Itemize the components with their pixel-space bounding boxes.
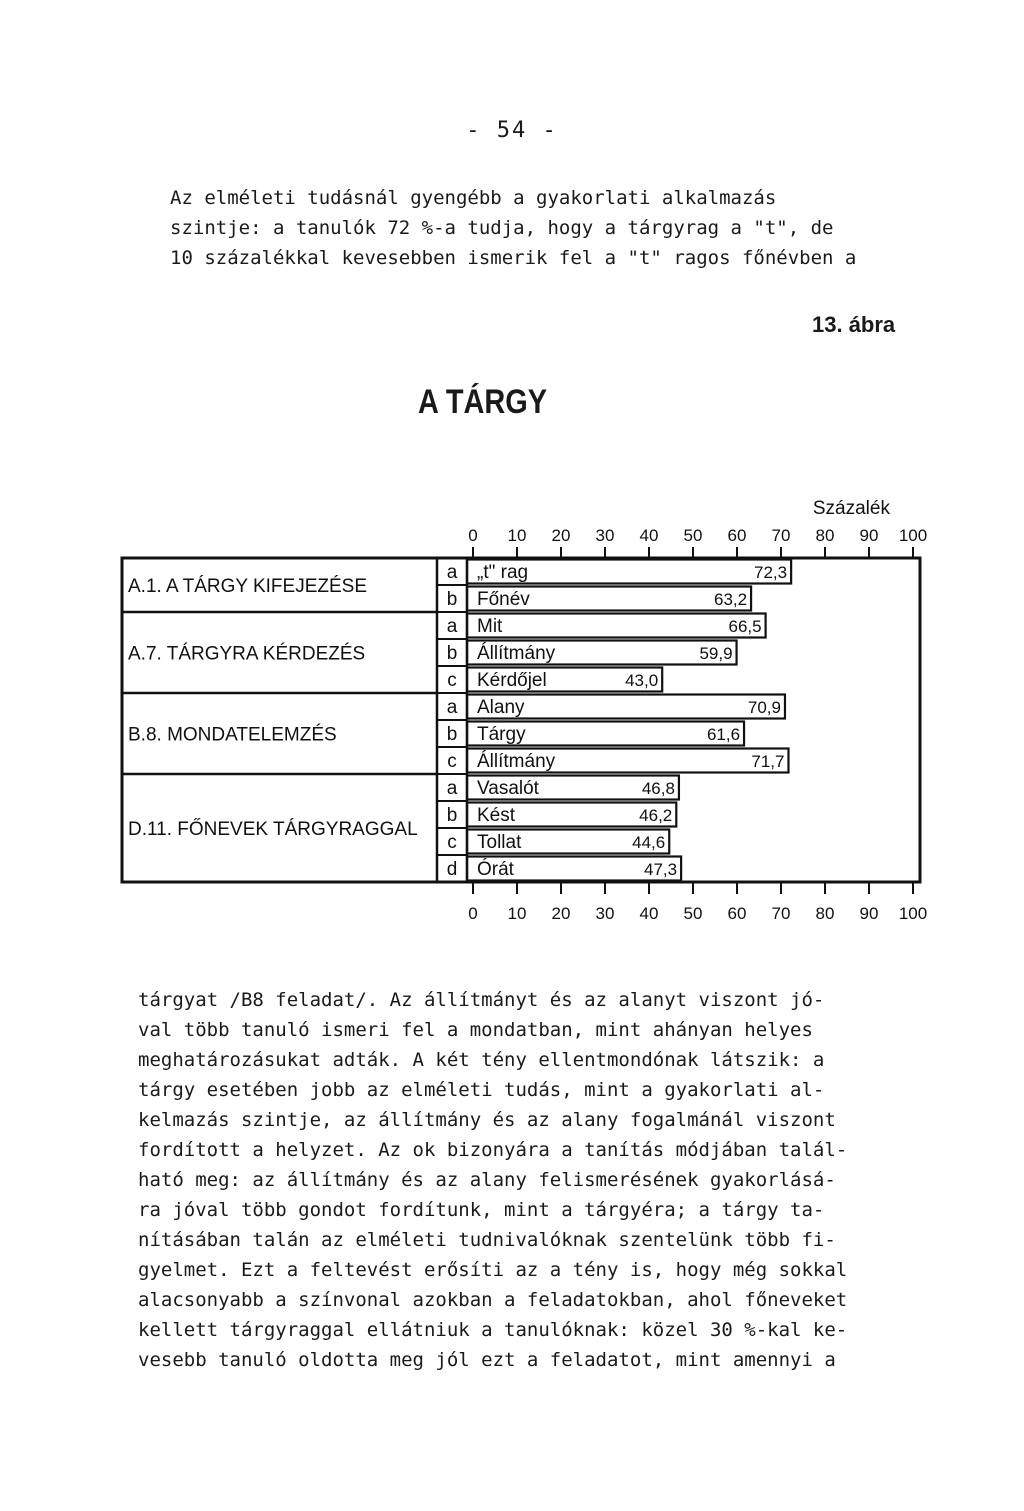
tick-label-bottom: 80 (815, 904, 835, 923)
tick-label-bottom: 20 (551, 904, 571, 923)
tick-label-top: 60 (727, 526, 747, 545)
tick-label-bottom: 60 (727, 904, 747, 923)
tick-label-bottom: 50 (683, 904, 703, 923)
text-line: Az elméleti tudásnál gyengébb a gyakorlati alkalmazás (170, 187, 777, 209)
row-letter: a (446, 616, 458, 637)
group-label: D.11. FŐNEVEK TÁRGYRAGGAL (128, 819, 418, 840)
group-label: A.7. TÁRGYRA KÉRDEZÉS (128, 643, 366, 665)
group-label: B.8. MONDATELEMZÉS (128, 724, 337, 746)
row-letter: b (446, 805, 458, 826)
bar-value: 46,2 (639, 806, 673, 825)
text-line: ra jóval több gondot fordítunk, mint a tárgyéra; a tárgy ta- (138, 1199, 825, 1221)
text-line: kelmazás szintje, az állítmány és az alany fogalmánál viszont (138, 1109, 836, 1131)
tick-label-top: 70 (771, 526, 791, 545)
tick-label-bottom: 90 (859, 904, 879, 923)
axis-label: Százalék (812, 498, 890, 519)
bar-label: Tárgy (477, 724, 526, 745)
bar-label: Állítmány (477, 751, 556, 772)
chart-title: A TÁRGY (418, 383, 547, 421)
bar-value: 59,9 (699, 644, 733, 663)
bar-value: 47,3 (644, 860, 678, 879)
group-label: A.1. A TÁRGY KIFEJEZÉSE (128, 576, 368, 597)
tick-label-bottom: 100 (898, 904, 928, 923)
tick-label-top: 90 (859, 526, 879, 545)
row-letter: c (447, 832, 457, 853)
row-letter: b (446, 643, 458, 664)
tick-label-top: 80 (815, 526, 835, 545)
row-letter: c (447, 751, 457, 772)
tick-label-top: 50 (683, 526, 703, 545)
bar-value: 63,2 (713, 590, 748, 609)
bar-value: 70,9 (747, 698, 781, 717)
bar-label: Mit (477, 616, 503, 637)
tick-label-bottom: 30 (595, 904, 615, 923)
row-letter: b (446, 589, 458, 610)
tick-label-top: 10 (507, 526, 527, 545)
bar-value: 61,6 (706, 725, 741, 744)
bar-label: Állítmány (477, 643, 556, 664)
bar-label: Kést (477, 805, 516, 826)
bar-value: 46,8 (641, 779, 675, 798)
text-line: fordított a helyzet. Az ok bizonyára a tanítás módjában talál- (138, 1139, 848, 1161)
bar-label: Kérdőjel (477, 670, 547, 691)
bar-label: „t" rag (477, 562, 529, 583)
bar-label: Vasalót (477, 778, 539, 799)
bar-value: 71,7 (751, 752, 785, 771)
row-letter: a (446, 778, 458, 799)
tick-label-top: 0 (468, 526, 478, 545)
bar (467, 614, 766, 638)
tick-label-bottom: 40 (639, 904, 659, 923)
tick-label-top: 40 (639, 526, 659, 545)
row-letter: a (446, 697, 458, 718)
text-line: val több tanuló ismeri fel a mondatban, mint ahányan helyes (138, 1019, 813, 1041)
text-line: meghatározásukat adták. A két tény ellentmondónak látszik: a (138, 1049, 825, 1071)
text-line: tárgyat /B8 feladat/. Az állítmányt és az alanyt viszont jó- (138, 989, 825, 1011)
bar-value: 66,5 (728, 617, 762, 636)
paragraph-bottom (138, 985, 847, 1375)
tick-label-top: 30 (595, 526, 615, 545)
text-line: 10 százalékkal kevesebben ismerik fel a "t" ragos főnévben a (170, 247, 857, 269)
text-line: gyelmet. Ezt a feltevést erősíti az a tény is, hogy még sokkal (138, 1259, 848, 1281)
figure-label: 13. ábra (812, 312, 896, 337)
text-line: tárgy esetében jobb az elméleti tudás, mint a gyakorlati al- (138, 1079, 825, 1101)
page-number: - 54 - (466, 118, 558, 143)
text-line: vesebb tanuló oldotta meg jól ezt a feladatot, mint amennyi a (138, 1349, 836, 1371)
text-line: nításában talán az elméleti tudnivalóknak szentelünk több fi- (138, 1229, 836, 1251)
text-line: ható meg: az állítmány és az alany felismerésének gyakorlásá- (138, 1169, 836, 1191)
tick-label-bottom: 70 (771, 904, 791, 923)
bar-label: Tollat (477, 832, 522, 853)
row-letter: d (446, 859, 458, 880)
text-line: alacsonyabb a színvonal azokban a feladatokban, ahol főneveket (138, 1289, 848, 1311)
bar-value: 43,0 (625, 671, 659, 690)
tick-label-bottom: 0 (468, 904, 478, 923)
bar-value: 72,3 (754, 563, 788, 582)
bar-label: Órát (477, 859, 514, 880)
row-letter: a (446, 562, 458, 583)
bar-label: Alany (477, 697, 525, 718)
tick-label-top: 20 (551, 526, 571, 545)
text-line: szintje: a tanulók 72 %-a tudja, hogy a tárgyrag a "t", de (170, 217, 834, 239)
bar-value: 44,6 (632, 833, 666, 852)
text-line: kellett tárgyraggal ellátniuk a tanulóknak: közel 30 %-kal ke- (138, 1319, 848, 1341)
row-letter: b (446, 724, 458, 745)
tick-label-bottom: 10 (507, 904, 527, 923)
tick-label-top: 100 (898, 526, 928, 545)
row-letter: c (447, 670, 457, 691)
bar-label: Főnév (477, 589, 530, 610)
